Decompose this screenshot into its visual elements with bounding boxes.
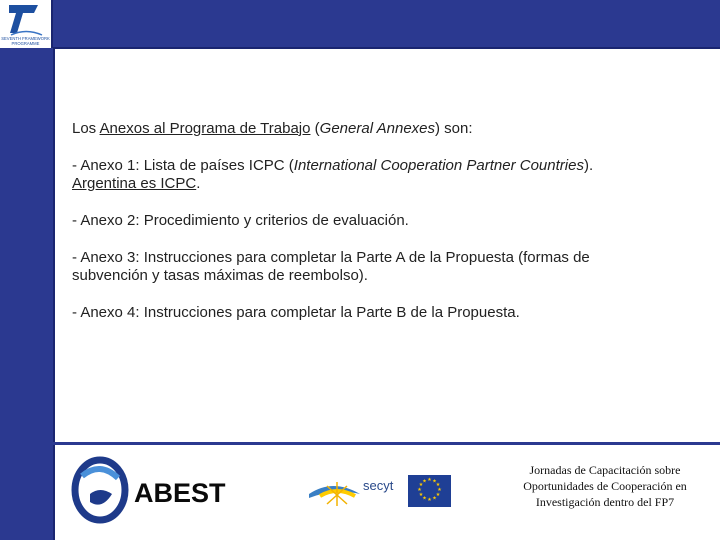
- intro-paragraph: [72, 120, 632, 138]
- annex-4-paragraph: - Anexo 4: Instrucciones para completar la Parte B de la Propuesta.: [72, 304, 520, 321]
- footer-caption-line3: Investigación dentro del FP7: [535, 495, 675, 509]
- svg-text:★: ★: [417, 487, 422, 493]
- annex-1-text-e: .: [196, 175, 201, 192]
- intro-text-e: ) son:: [435, 120, 473, 137]
- fp7-emblem-icon: [0, 0, 51, 48]
- left-frame-bar: [0, 0, 55, 540]
- abest-logo: [70, 456, 250, 524]
- footer-caption: [505, 462, 705, 510]
- svg-text:★: ★: [422, 478, 427, 485]
- secyt-logo: [305, 466, 400, 512]
- top-frame-bar: [53, 0, 720, 49]
- fp7-logo: [0, 0, 53, 48]
- intro-text-c: (: [310, 120, 320, 137]
- svg-text:★: ★: [418, 492, 424, 498]
- intro-text-a: Los: [72, 120, 100, 137]
- footer-caption-line2: Oportunidades de Cooperación en: [523, 479, 687, 493]
- secyt-label: secyt: [363, 478, 394, 493]
- annex-1-text-c: ).: [583, 157, 594, 174]
- annex-2-paragraph: - Anexo 2: Procedimiento y criterios de evaluación.: [72, 212, 409, 229]
- annex-1-argentina-icpc: Argentina es ICPC: [72, 175, 197, 192]
- svg-text:★: ★: [422, 495, 427, 502]
- eu-flag: [408, 475, 451, 507]
- footer-caption-line1: Jornadas de Capacitación sobre: [529, 463, 681, 477]
- svg-text:★: ★: [435, 492, 441, 498]
- svg-text:★: ★: [418, 482, 424, 488]
- svg-text:★: ★: [432, 478, 437, 485]
- abest-emblem-icon: [70, 456, 250, 524]
- svg-text:★: ★: [427, 497, 432, 503]
- intro-text-general-annexes: General Annexes: [319, 120, 436, 137]
- fp7-logo-line2: PROGRAMME: [11, 41, 40, 46]
- annex-list: [72, 120, 632, 341]
- svg-text:★: ★: [435, 482, 441, 488]
- secyt-emblem-icon: [305, 466, 400, 512]
- eu-stars-icon: [408, 475, 451, 507]
- intro-link-anexos: Anexos al Programa de Trabajo: [99, 120, 311, 137]
- abest-label: ABEST: [134, 478, 226, 508]
- fp7-logo-line1: SEVENTH FRAMEWORK: [1, 36, 50, 41]
- annex-1-text-a: - Anexo 1: Lista de países ICPC (: [72, 157, 294, 174]
- footer-divider: [53, 442, 720, 445]
- svg-text:★: ★: [432, 495, 437, 502]
- svg-text:★: ★: [427, 477, 432, 483]
- annex-1-text-icpc: International Cooperation Partner Countries: [293, 157, 584, 174]
- svg-text:★: ★: [437, 487, 442, 493]
- annex-1-paragraph: [72, 157, 632, 193]
- annex-3-paragraph: - Anexo 3: Instrucciones para completar la Parte A de la Propuesta (formas de subvención y tasas máximas de reembolso).: [72, 249, 590, 284]
